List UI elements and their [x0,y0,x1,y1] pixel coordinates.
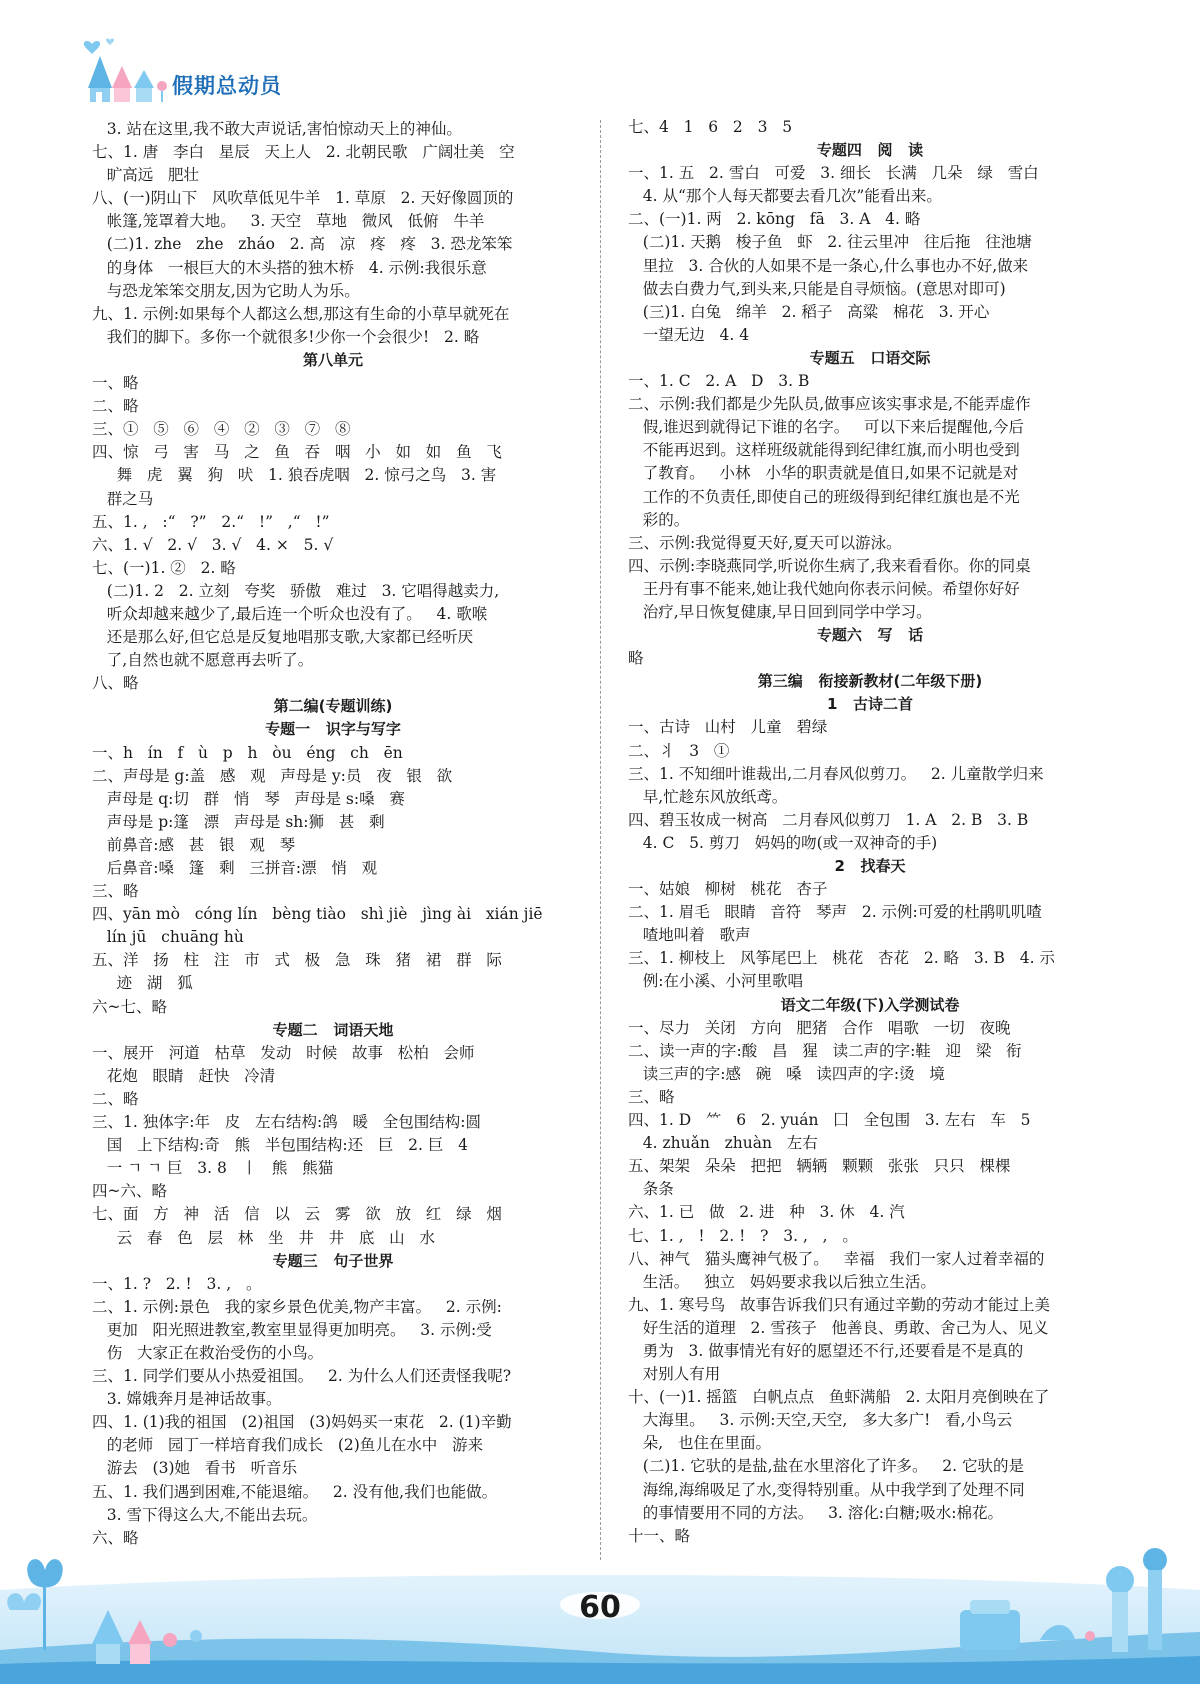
answer-line: 十、(一)1. 摇篮 白帆点点 鱼虾满船 2. 太阳月亮倒映在了 [628,1388,1050,1407]
answer-line: (二)1. zhe zhe zháo 2. 高 凉 疼 疼 3. 恐龙笨笨 [92,235,513,254]
answer-line: (二)1. 它驮的是盐,盐在水里溶化了许多。 2. 它驮的是 [628,1457,1025,1476]
answer-line: 前鼻音:感 甚 银 观 琴 [92,835,296,854]
answer-line: 的老师 园丁一样培育我们成长 (2)鱼儿在水中 游来 [92,1436,484,1455]
answer-line: 四、惊 弓 害 马 之 鱼 吞 咽 小 如 如 鱼 飞 [92,443,502,462]
answer-line: 治疗,早日恢复健康,早日回到同学中学习。 [628,602,932,621]
answer-line: 二、声母是 g:盖 感 观 声母是 y:员 夜 银 欲 [92,766,453,785]
answer-line: 一、尽力 关闭 方向 肥猪 合作 唱歌 一切 夜晚 [628,1018,1011,1037]
answer-line: 朵, 也住在里面。 [628,1434,771,1453]
answer-line: 七、(一)1. ② 2. 略 [92,558,236,577]
answer-line: 二、略 [92,397,139,416]
answer-line: 四、碧玉妆成一树高 二月春风似剪刀 1. A 2. B 3. B [628,810,1029,829]
answer-line: 一、姑娘 柳树 桃花 杏子 [628,880,828,899]
answer-line: 4. zhuǎn zhuàn 左右 [628,1134,818,1153]
answer-line: 花炮 眼睛 赶快 冷清 [92,1066,276,1085]
answer-line: 六~七、略 [92,997,167,1016]
answer-line: 更加 阳光照进教室,教室里显得更加明亮。 3. 示例:受 [92,1320,492,1339]
answer-line: 旷高远 肥壮 [92,166,200,185]
answer-line: 七、4 1 6 2 3 5 [628,118,793,136]
section-heading: 2 找春天 [834,857,906,875]
section-heading: 第二编(专题训练) [273,697,393,716]
answer-line: 游去 (3)她 看书 听音乐 [92,1459,298,1478]
section-heading: 第三编 衔接新教材(二年级下册) [757,672,983,691]
answer-line: (二)1. 2 2. 立刻 夸奖 骄傲 难过 3. 它唱得越卖力, [92,581,500,600]
page-footer [0,1540,1200,1684]
answer-line: 四、1. D ⺮ 6 2. yuán 囗 全包围 3. 左右 车 5 [628,1111,1031,1130]
answer-line: 迹 湖 狐 [92,974,193,993]
answer-line: 略 [628,649,644,668]
answer-line: 国 上下结构:奇 熊 半包围结构:还 巨 2. 巨 4 [92,1136,468,1155]
answer-column-left [92,118,574,1550]
page-header [78,36,378,106]
answer-line: lín jū chuāng hù [92,928,244,947]
answer-line: 条条 [628,1180,674,1199]
answer-line: 里拉 3. 合伙的人如果不是一条心,什么事也办不好,做来 [628,256,1029,275]
answer-line: 的事情要用不同的方法。 3. 溶化:白糖;吸水:棉花。 [628,1503,1003,1522]
answer-line: 七、面 方 神 活 信 以 云 雾 欲 放 红 绿 烟 [92,1205,502,1224]
answer-line: 一、略 [92,374,139,393]
answer-line: 四、yān mò cóng lín bèng tiào shì jiè jìng ài xián jiē [92,905,543,924]
answer-line: 3. 站在这里,我不敢大声说话,害怕惊动天上的神仙。 [92,120,462,138]
answer-line: 二、(一)1. 两 2. kōng fā 3. A 4. 略 [628,210,921,229]
answer-line: 听众却越来越少了,最后连一个听众也没有了。 4. 歌喉 [92,604,488,623]
answer-line: 六、略 [92,1528,139,1547]
answer-line: 不能再迟到。这样班级就能得到纪律红旗,而小明也受到 [628,441,1020,460]
answer-column-right [628,116,1112,1548]
answer-line: 还是那么好,但它总是反复地唱那支歌,大家都已经听厌 [92,628,474,647]
answer-line: 六、1. √ 2. √ 3. √ 4. × 5. √ [92,535,334,554]
answer-line: 四、1. (1)我的祖国 (2)祖国 (3)妈妈买一束花 2. (1)辛勤 [92,1413,512,1432]
answer-line: 4. 从“那个人每天都要去看几次”能看出来。 [628,187,942,206]
answer-line: 八、略 [92,674,139,693]
section-heading: 语文二年级(下)入学测试卷 [780,995,960,1014]
answer-line: 三、1. 同学们要从小热爱祖国。 2. 为什么人们还责怪我呢? [92,1367,512,1386]
brand-title: 假期总动员 [172,74,282,98]
answer-line: 3. 雪下得这么大,不能出去玩。 [92,1505,318,1524]
section-heading: 专题三 句子世界 [272,1251,394,1270]
answer-line: 一 ㄱ ㄱ 巨 3. 8 丨 熊 熊猫 [92,1159,334,1178]
section-heading: 第八单元 [302,350,363,369]
answer-line: 六、1. 已 做 2. 进 种 3. 休 4. 汽 [628,1203,905,1222]
answer-line: 一、古诗 山村 儿童 碧绿 [628,718,828,737]
answer-line: 了教育。 小林 小华的职责就是值日,如果不记就是对 [628,464,1019,483]
answer-line: 二、示例:我们都是少先队员,做事应该实事求是,不能弄虚作 [628,395,1031,414]
answer-line: 对别人有用 [628,1365,721,1384]
answer-line: 四、示例:李晓燕同学,听说你生病了,我来看看你。你的同桌 [628,556,1031,575]
answer-line: 例:在小溪、小河里歌唱 [628,972,804,991]
house-logo-icon [78,36,170,106]
answer-line: 五、洋 扬 柱 注 市 式 极 急 珠 猪 裙 群 际 [92,951,502,970]
answer-line: 4. C 5. 剪刀 妈妈的吻(或一双神奇的手) [628,833,938,852]
answer-line: 五、架架 朵朵 把把 辆辆 颗颗 张张 只只 棵棵 [628,1157,1011,1176]
answer-line: 四~六、略 [92,1182,167,1201]
answer-line: 五、1. 我们遇到困难,不能退缩。 2. 没有他,我们也能做。 [92,1482,498,1501]
column-divider [600,120,601,1560]
answer-line: 八、神气 猫头鹰神气极了。 幸福 我们一家人过着幸福的 [628,1249,1045,1268]
answer-line: 早,忙趁东风放纸鸢。 [628,787,788,806]
answer-line: 三、略 [92,882,139,901]
page-number: 60 [579,1590,621,1625]
answer-line: 声母是 q:切 群 悄 琴 声母是 s:嗓 赛 [92,789,405,808]
answer-line: (二)1. 天鹅 梭子鱼 虾 2. 往云里冲 往后拖 往池塘 [628,233,1032,252]
answer-line: 假,谁迟到就得记下谁的名字。 可以下来后提醒他,今后 [628,418,1024,437]
answer-line: 八、(一)阴山下 风吹草低见牛羊 1. 草原 2. 天好像圆顶的 [92,189,514,208]
answer-line: 十一、略 [628,1526,691,1545]
answer-line: 九、1. 寒号鸟 故事告诉我们只有通过辛勤的劳动才能过上美 [628,1295,1050,1314]
answer-line: 海绵,海绵吸足了水,变得特别重。从中我学到了处理不同 [628,1480,1025,1499]
answer-line: 与恐龙笨笨交朋友,因为它助人为乐。 [92,281,360,300]
answer-line: 我们的脚下。多你一个就很多!少你一个会很少! 2. 略 [92,327,480,346]
answer-line: 七、1. 唐 李白 星辰 天上人 2. 北朝民歌 广阔壮美 空 [92,143,515,162]
answer-line: 勇为 3. 做事情光有好的愿望还不行,还要看是不是真的 [628,1341,1024,1360]
answer-line: 二、读一声的字:酸 昌 猩 读二声的字:鞋 迎 梁 衔 [628,1041,1022,1060]
answer-line: 3. 嫦娥奔月是神话故事。 [92,1390,282,1409]
answer-line: 三、略 [628,1087,675,1106]
answer-line: 二、1. 眉毛 眼睛 音符 琴声 2. 示例:可爱的杜鹃叽叽喳 [628,903,1042,922]
answer-line: (三)1. 白兔 绵羊 2. 稻子 高粱 棉花 3. 开心 [628,302,990,321]
answer-line: 三、1. 柳枝上 风筝尾巴上 桃花 杏花 2. 略 3. B 4. 示 [628,949,1055,968]
section-heading: 专题一 识字与写字 [265,720,401,739]
section-heading: 专题五 口语交际 [809,348,931,367]
answer-line: 舞 虎 翼 狗 吠 1. 狼吞虎咽 2. 惊弓之鸟 3. 害 [92,466,497,485]
answer-line: 三、示例:我觉得夏天好,夏天可以游泳。 [628,533,902,552]
answer-line: 一、h ín f ù p h òu éng ch ēn [92,743,403,762]
answer-line: 一、1. ? 2. ! 3. , 。 [92,1274,262,1293]
answer-line: 三、① ⑤ ⑥ ④ ② ③ ⑦ ⑧ [92,420,351,439]
answer-line: 的身体 一根巨大的木头搭的独木桥 4. 示例:我很乐意 [92,258,487,277]
answer-line: 三、1. 独体字:年 皮 左右结构:鸽 暖 全包围结构:圆 [92,1113,482,1132]
answer-line: 二、略 [92,1089,139,1108]
section-heading: 专题六 写 话 [816,626,924,645]
answer-line: 二、1. 示例:景色 我的家乡景色优美,物产丰富。 2. 示例: [92,1297,502,1316]
answer-line: 群之马 [92,489,154,508]
answer-line: 二、丬 3 ① [628,741,730,760]
answer-line: 一、1. 五 2. 雪白 可爱 3. 细长 长满 几朵 绿 雪白 [628,164,1039,183]
answer-line: 声母是 p:篷 漂 声母是 sh:狮 甚 剩 [92,812,385,831]
answer-line: 做去白费力气,到头来,只能是自寻烦恼。(意思对即可) [628,279,1006,298]
answer-line: 云 春 色 层 林 坐 井 井 底 山 水 [92,1228,435,1247]
answer-line: 九、1. 示例:如果每个人都这么想,那这有生命的小草早就死在 [92,304,510,323]
answer-line: 喳地叫着 歌声 [628,926,751,945]
answer-line: 一望无边 4. 4 [628,325,750,344]
answer-line: 五、1. , :“ ?” 2.“ !” ,“ !” [92,512,330,531]
answer-line: 七、1. , ! 2. ! ? 3. , , 。 [628,1226,858,1245]
section-heading: 1 古诗二首 [826,695,914,714]
answer-line: 工作的不负责任,即使自己的班级得到纪律红旗也是不光 [628,487,1020,506]
answer-line: 王丹有事不能来,她让我代她向你表示问候。希望你好好 [628,579,1020,598]
answer-line: 生活。 独立 妈妈要求我以后独立生活。 [628,1272,936,1291]
answer-line: 彩的。 [628,510,690,529]
answer-line: 帐篷,笼罩着大地。 3. 天空 草地 微风 低俯 牛羊 [92,212,485,231]
answer-line: 了,自然也就不愿意再去听了。 [92,651,314,670]
answer-line: 读三声的字:感 碗 嗓 读四声的字:烫 境 [628,1064,945,1083]
section-heading: 专题二 词语天地 [272,1020,394,1039]
answer-line: 伤 大家正在救治受伤的小鸟。 [92,1343,324,1362]
section-heading: 专题四 阅 读 [816,141,924,160]
answer-line: 大海里。 3. 示例:天空,天空, 多大多广! 看,小鸟云 [628,1411,1013,1430]
answer-line: 好生活的道理 2. 雪孩子 他善良、勇敢、舍己为人、见义 [628,1318,1049,1337]
answer-line: 一、1. C 2. A D 3. B [628,372,810,391]
answer-line: 后鼻音:嗓 篷 剩 三拼音:漂 悄 观 [92,859,378,877]
answer-line: 三、1. 不知细叶谁裁出,二月春风似剪刀。 2. 儿童散学归来 [628,764,1044,783]
answer-line: 一、展开 河道 枯草 发动 时候 故事 松柏 会师 [92,1043,475,1062]
